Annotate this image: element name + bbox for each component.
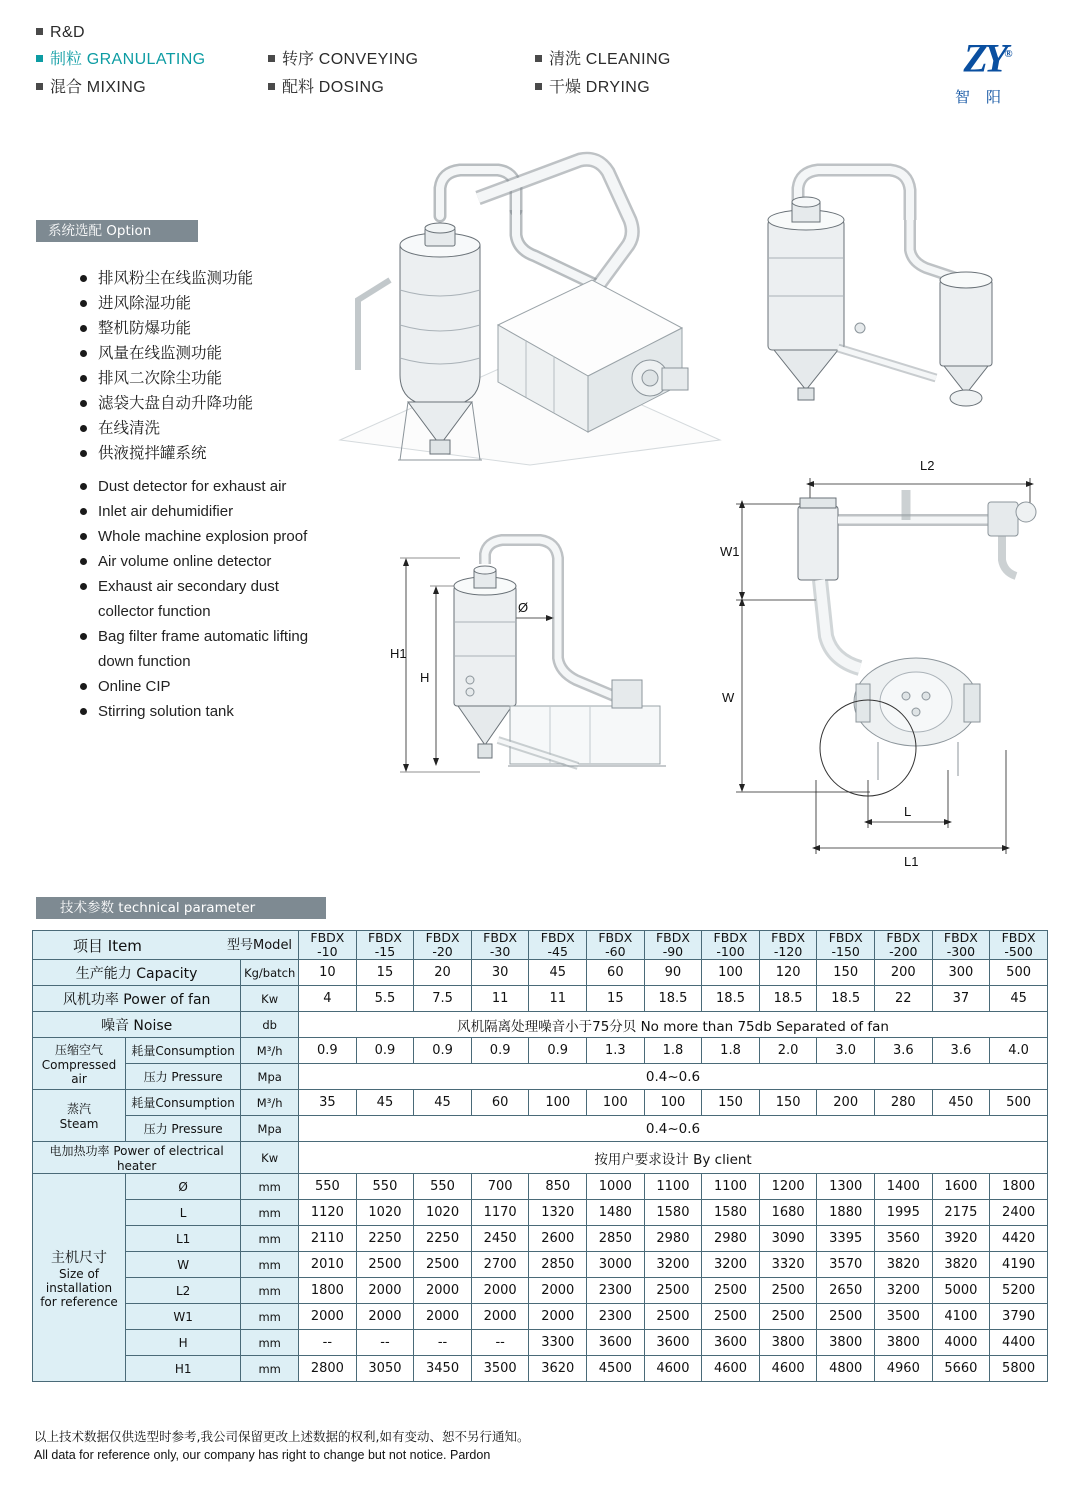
table-row-size-w1: [33, 1304, 1048, 1330]
cell: 2500: [356, 1252, 414, 1278]
machine-illustration-front-dimensioned: [390, 530, 720, 800]
cell: 2000: [471, 1278, 529, 1304]
square-bullet-icon: [36, 83, 43, 90]
cell: 2110: [299, 1226, 357, 1252]
cell: 3300: [529, 1330, 587, 1356]
cell: 1020: [414, 1200, 472, 1226]
cell: 2175: [932, 1200, 990, 1226]
cell: 4800: [817, 1356, 875, 1382]
cell: 3920: [932, 1226, 990, 1252]
cell: 22: [875, 986, 933, 1012]
cell: 18.5: [702, 986, 760, 1012]
cell: 2650: [817, 1278, 875, 1304]
row-sublabel: 耗量Consumption: [126, 1038, 241, 1064]
machine-illustration-right: [740, 150, 1040, 410]
cell: 15: [587, 986, 645, 1012]
row-unit: Mpa: [241, 1116, 299, 1142]
machine-illustration-plan-dimensioned: [720, 450, 1050, 870]
machine-illustration-main: [330, 140, 730, 470]
cell: 3500: [471, 1356, 529, 1382]
size-row-name: H1: [126, 1356, 241, 1382]
cell: 120: [759, 960, 817, 986]
cell: 3500: [875, 1304, 933, 1330]
model-header-8: FBDX -120: [759, 931, 817, 960]
cell: 4100: [932, 1304, 990, 1330]
technical-parameter-table: [32, 930, 1048, 1382]
cell: 550: [414, 1174, 472, 1200]
cell: 3790: [990, 1304, 1048, 1330]
cell: 2980: [644, 1226, 702, 1252]
size-row-name: L1: [126, 1226, 241, 1252]
cell: 3.6: [932, 1038, 990, 1064]
cell: 3395: [817, 1226, 875, 1252]
cell: 2000: [356, 1304, 414, 1330]
cell: 11: [471, 986, 529, 1012]
dim-label-w1: W1: [720, 544, 740, 559]
cell: 2500: [644, 1304, 702, 1330]
cell: 90: [644, 960, 702, 986]
cell: 1480: [587, 1200, 645, 1226]
header-category-cleaning[interactable]: 清洗 CLEANING: [535, 46, 671, 69]
cell: 550: [356, 1174, 414, 1200]
cell: 1170: [471, 1200, 529, 1226]
cell: 2800: [299, 1356, 357, 1382]
cell: 3050: [356, 1356, 414, 1382]
cell: 2980: [702, 1226, 760, 1252]
cell: 4.0: [990, 1038, 1048, 1064]
row-sublabel: 压力 Pressure: [126, 1064, 241, 1090]
cell: --: [299, 1330, 357, 1356]
cell: 1.8: [644, 1038, 702, 1064]
row-label: 噪音 Noise: [33, 1012, 241, 1038]
cell: 0.9: [414, 1038, 472, 1064]
cell: 0.9: [299, 1038, 357, 1064]
list-item: Whole machine explosion proof: [78, 524, 338, 549]
cell: 5200: [990, 1278, 1048, 1304]
cell: 300: [932, 960, 990, 986]
square-bullet-icon: [36, 55, 43, 62]
dim-label-h1: H1: [390, 646, 407, 661]
header-category-granulating[interactable]: 制粒 GRANULATING: [36, 46, 206, 69]
size-row-name: H: [126, 1330, 241, 1356]
cell: 2.0: [759, 1038, 817, 1064]
cell: 100: [644, 1090, 702, 1116]
row-label-steam: 蒸汽 Steam: [33, 1090, 126, 1142]
cell: 3620: [529, 1356, 587, 1382]
list-item: 进风除湿功能: [78, 291, 338, 316]
cell: 200: [875, 960, 933, 986]
cell: 150: [702, 1090, 760, 1116]
cell: 2000: [414, 1278, 472, 1304]
logo-mark: ZY®: [963, 35, 1009, 81]
dim-label-h: H: [420, 670, 430, 685]
cell: 2500: [702, 1278, 760, 1304]
page-header: [0, 0, 1080, 118]
cell: 60: [471, 1090, 529, 1116]
cell: 4420: [990, 1226, 1048, 1252]
table-row-size-w: [33, 1252, 1048, 1278]
row-unit: mm: [241, 1330, 299, 1356]
list-item: Dust detector for exhaust air: [78, 474, 338, 499]
cell: 1300: [817, 1174, 875, 1200]
cell: 3600: [702, 1330, 760, 1356]
row-label: 生产能力 Capacity: [33, 960, 241, 986]
cell: 37: [932, 986, 990, 1012]
option-list-cn: [38, 266, 338, 466]
list-item: Bag filter frame automatic lifting down function: [78, 624, 338, 674]
cell: 4: [299, 986, 357, 1012]
model-header-11: FBDX -300: [932, 931, 990, 960]
table-row-capacity: [33, 960, 1048, 986]
row-label: 风机功率 Power of fan: [33, 986, 241, 1012]
cell-span: 按用户要求设计 By client: [299, 1142, 1048, 1174]
cell: 3200: [702, 1252, 760, 1278]
row-unit: mm: [241, 1226, 299, 1252]
cell: 5660: [932, 1356, 990, 1382]
cell: 2300: [587, 1304, 645, 1330]
cell: 3570: [817, 1252, 875, 1278]
cell: 1580: [644, 1200, 702, 1226]
cell: 850: [529, 1174, 587, 1200]
size-row-name: Ø: [126, 1174, 241, 1200]
table-header-row: [33, 931, 1048, 960]
row-sublabel: 压力 Pressure: [126, 1116, 241, 1142]
cell: 1680: [759, 1200, 817, 1226]
list-item: Exhaust air secondary dust collector function: [78, 574, 338, 624]
table-row-electrical-heater: [33, 1142, 1048, 1174]
cell: 1880: [817, 1200, 875, 1226]
row-label-compressed-air: 压缩空气 Compressed air: [33, 1038, 126, 1090]
cell: 5000: [932, 1278, 990, 1304]
cell: 1400: [875, 1174, 933, 1200]
cell: 150: [759, 1090, 817, 1116]
table-row-size-l2: [33, 1278, 1048, 1304]
cell: 1995: [875, 1200, 933, 1226]
cell: 4000: [932, 1330, 990, 1356]
table-row-compressed-air-consumption: [33, 1038, 1048, 1064]
footer-disclaimer-en: All data for reference only, our company has right to change but not notice. Pardon: [34, 1448, 491, 1462]
row-sublabel: 耗量Consumption: [126, 1090, 241, 1116]
cell: 2000: [471, 1304, 529, 1330]
cell: 3800: [817, 1330, 875, 1356]
table-row-steam-consumption: [33, 1090, 1048, 1116]
cell: 20: [414, 960, 472, 986]
cell: 3820: [875, 1252, 933, 1278]
option-list-en: [38, 474, 338, 724]
cell: 3320: [759, 1252, 817, 1278]
cell: 10: [299, 960, 357, 986]
model-header-3: FBDX -30: [471, 931, 529, 960]
table-row-size-diameter: [33, 1174, 1048, 1200]
cell: 2250: [356, 1226, 414, 1252]
header-category-drying[interactable]: 干燥 DRYING: [535, 74, 650, 97]
cell: 100: [587, 1090, 645, 1116]
cell-span: 风机隔离处理噪音小于75分贝 No more than 75db Separated of fan: [299, 1012, 1048, 1038]
cell: 2000: [414, 1304, 472, 1330]
row-unit: mm: [241, 1200, 299, 1226]
cell: 3600: [587, 1330, 645, 1356]
cell: 1800: [299, 1278, 357, 1304]
cell: 500: [990, 960, 1048, 986]
dim-label-diameter: Ø: [518, 600, 529, 615]
cell: 0.9: [471, 1038, 529, 1064]
cell: 3800: [759, 1330, 817, 1356]
cell: 45: [990, 986, 1048, 1012]
cell: 2450: [471, 1226, 529, 1252]
cell: 2000: [356, 1278, 414, 1304]
table-row-size-l: [33, 1200, 1048, 1226]
cell: 2500: [702, 1304, 760, 1330]
cell: 4600: [759, 1356, 817, 1382]
cell: --: [471, 1330, 529, 1356]
cell: 2400: [990, 1200, 1048, 1226]
cell: 3560: [875, 1226, 933, 1252]
cell: 100: [529, 1090, 587, 1116]
cell: 5.5: [356, 986, 414, 1012]
cell: 1100: [644, 1174, 702, 1200]
list-item: Stirring solution tank: [78, 699, 338, 724]
header-category-conveying[interactable]: 转序 CONVEYING: [268, 46, 418, 69]
size-row-name: L: [126, 1200, 241, 1226]
cell: 30: [471, 960, 529, 986]
row-unit: Kg/batch: [241, 960, 299, 986]
cell: 1200: [759, 1174, 817, 1200]
row-unit: mm: [241, 1278, 299, 1304]
cell: 1800: [990, 1174, 1048, 1200]
model-header-7: FBDX -100: [702, 931, 760, 960]
row-unit: mm: [241, 1356, 299, 1382]
cell: 1120: [299, 1200, 357, 1226]
cell: 4190: [990, 1252, 1048, 1278]
row-unit: Mpa: [241, 1064, 299, 1090]
row-unit: Kw: [241, 1142, 299, 1174]
cell-span: 0.4~0.6: [299, 1116, 1048, 1142]
cell: 3600: [644, 1330, 702, 1356]
table-row-steam-pressure: [33, 1116, 1048, 1142]
cell: 4500: [587, 1356, 645, 1382]
cell: 1580: [702, 1200, 760, 1226]
cell: 2000: [529, 1278, 587, 1304]
cell: --: [414, 1330, 472, 1356]
cell: 18.5: [759, 986, 817, 1012]
row-unit: mm: [241, 1252, 299, 1278]
option-section-title: 系统选配 Option: [36, 220, 198, 242]
cell: 2500: [414, 1252, 472, 1278]
cell: 1100: [702, 1174, 760, 1200]
cell-span: 0.4~0.6: [299, 1064, 1048, 1090]
cell: 500: [990, 1090, 1048, 1116]
model-header-5: FBDX -60: [587, 931, 645, 960]
cell: 3200: [875, 1278, 933, 1304]
cell: 2500: [759, 1278, 817, 1304]
cell: 2850: [529, 1252, 587, 1278]
list-item: 整机防爆功能: [78, 316, 338, 341]
company-logo: [926, 32, 1046, 112]
cell: 3800: [875, 1330, 933, 1356]
cell: 3090: [759, 1226, 817, 1252]
cell: --: [356, 1330, 414, 1356]
model-header-4: FBDX -45: [529, 931, 587, 960]
cell: 2700: [471, 1252, 529, 1278]
cell: 2500: [759, 1304, 817, 1330]
cell: 15: [356, 960, 414, 986]
cell: 200: [817, 1090, 875, 1116]
cell: 35: [299, 1090, 357, 1116]
footer-disclaimer-cn: 以上技术数据仅供选型时参考,我公司保留更改上述数据的权利,如有变动、恕不另行通知。: [34, 1429, 530, 1444]
list-item: 供液搅拌罐系统: [78, 441, 338, 466]
row-unit: mm: [241, 1174, 299, 1200]
cell: 1.3: [587, 1038, 645, 1064]
cell: 60: [587, 960, 645, 986]
logo-chinese-name: 智阳: [954, 88, 1017, 107]
table-row-size-h1: [33, 1356, 1048, 1382]
table-row-size-l1: [33, 1226, 1048, 1252]
cell: 2000: [529, 1304, 587, 1330]
cell: 45: [414, 1090, 472, 1116]
cell: 2500: [644, 1278, 702, 1304]
square-bullet-icon: [535, 83, 542, 90]
list-item: Online CIP: [78, 674, 338, 699]
list-item: 在线清洗: [78, 416, 338, 441]
model-header-12: FBDX -500: [990, 931, 1048, 960]
square-bullet-icon: [535, 55, 542, 62]
square-bullet-icon: [36, 28, 43, 35]
cell: 450: [932, 1090, 990, 1116]
cell: 2500: [817, 1304, 875, 1330]
list-item: 排风二次除尘功能: [78, 366, 338, 391]
row-unit: Kw: [241, 986, 299, 1012]
dim-label-l1: L1: [904, 854, 919, 869]
cell: 100: [702, 960, 760, 986]
cell: 5800: [990, 1356, 1048, 1382]
cell: 1320: [529, 1200, 587, 1226]
cell: 45: [356, 1090, 414, 1116]
header-category-dosing[interactable]: 配料 DOSING: [268, 74, 384, 97]
model-header-2: FBDX -20: [414, 931, 472, 960]
cell: 550: [299, 1174, 357, 1200]
size-row-name: W1: [126, 1304, 241, 1330]
list-item: 滤袋大盘自动升降功能: [78, 391, 338, 416]
cell: 1000: [587, 1174, 645, 1200]
cell: 2600: [529, 1226, 587, 1252]
model-header-6: FBDX -90: [644, 931, 702, 960]
model-header-0: FBDX -10: [299, 931, 357, 960]
cell: 4600: [702, 1356, 760, 1382]
square-bullet-icon: [268, 55, 275, 62]
dim-label-w: W: [722, 690, 735, 705]
row-unit: mm: [241, 1304, 299, 1330]
cell: 2010: [299, 1252, 357, 1278]
row-label: 电加热功率 Power of electrical heater: [33, 1142, 241, 1174]
cell: 3200: [644, 1252, 702, 1278]
cell: 280: [875, 1090, 933, 1116]
cell: 3820: [932, 1252, 990, 1278]
cell: 11: [529, 986, 587, 1012]
size-row-name: L2: [126, 1278, 241, 1304]
list-item: 排风粉尘在线监测功能: [78, 266, 338, 291]
row-unit: M³/h: [241, 1038, 299, 1064]
cell: 3.0: [817, 1038, 875, 1064]
cell: 1.8: [702, 1038, 760, 1064]
tech-param-title: 技术参数 technical parameter: [36, 897, 326, 919]
cell: 1600: [932, 1174, 990, 1200]
cell: 4960: [875, 1356, 933, 1382]
table-row-noise: [33, 1012, 1048, 1038]
cell: 700: [471, 1174, 529, 1200]
model-header-1: FBDX -15: [356, 931, 414, 960]
cell: 45: [529, 960, 587, 986]
model-header-10: FBDX -200: [875, 931, 933, 960]
cell: 4400: [990, 1330, 1048, 1356]
dim-label-l: L: [904, 804, 912, 819]
row-unit: M³/h: [241, 1090, 299, 1116]
footer-disclaimer: [34, 1428, 1034, 1464]
list-item: Air volume online detector: [78, 549, 338, 574]
list-item: Inlet air dehumidifier: [78, 499, 338, 524]
cell: 3.6: [875, 1038, 933, 1064]
cell: 150: [817, 960, 875, 986]
table-row-size-h: [33, 1330, 1048, 1356]
header-category-mixing[interactable]: 混合 MIXING: [36, 74, 146, 97]
cell: 1020: [356, 1200, 414, 1226]
table-row-power-of-fan: [33, 986, 1048, 1012]
item-model-header: 型号Model 项目 Item: [33, 931, 299, 960]
table-row-compressed-air-pressure: [33, 1064, 1048, 1090]
square-bullet-icon: [268, 83, 275, 90]
cell: 3000: [587, 1252, 645, 1278]
row-unit: db: [241, 1012, 299, 1038]
header-rnd: R&D: [36, 22, 85, 42]
cell: 4600: [644, 1356, 702, 1382]
cell: 2850: [587, 1226, 645, 1252]
cell: 18.5: [644, 986, 702, 1012]
size-row-name: W: [126, 1252, 241, 1278]
cell: 7.5: [414, 986, 472, 1012]
dim-label-l2: L2: [920, 458, 935, 473]
cell: 2300: [587, 1278, 645, 1304]
cell: 0.9: [356, 1038, 414, 1064]
model-header-9: FBDX -150: [817, 931, 875, 960]
cell: 18.5: [817, 986, 875, 1012]
cell: 2000: [299, 1304, 357, 1330]
cell: 0.9: [529, 1038, 587, 1064]
cell: 2250: [414, 1226, 472, 1252]
list-item: 风量在线监测功能: [78, 341, 338, 366]
row-label-size: 主机尺寸 Size of installation for reference: [33, 1174, 126, 1382]
cell: 3450: [414, 1356, 472, 1382]
